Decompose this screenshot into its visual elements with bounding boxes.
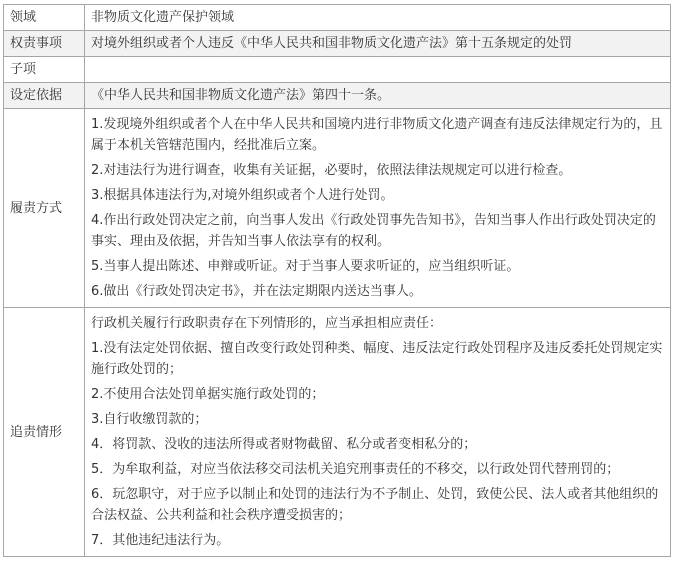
label-matter: 权责事项 xyxy=(4,31,85,57)
accountability-item: 4．将罚款、没收的违法所得或者财物截留、私分或者变相私分的； xyxy=(91,437,477,452)
method-item: 2.对违法行为进行调查，收集有关证据，必要时，依照法律法规规定可以进行检查。 xyxy=(91,163,572,178)
value-domain: 非物质文化遗产保护领域 xyxy=(85,5,671,31)
table-row-basis xyxy=(4,83,671,109)
accountability-item: 1.没有法定处罚依据、擅自改变行政处罚种类、幅度、违反法定行政处罚程序及违反委托处罚规定实施行政处罚的； xyxy=(91,341,663,377)
label-basis: 设定依据 xyxy=(4,83,85,109)
value-basis: 《中华人民共和国非物质文化遗产法》第四十一条。 xyxy=(85,83,671,109)
accountability-item: 行政机关履行行政职责存在下列情形的，应当承担相应责任： xyxy=(91,316,443,331)
method-item: 1.发现境外组织或者个人在中华人民共和国境内进行非物质文化遗产调查有违反法律规定行为的，且属于本机关管辖范围内，经批准后立案。 xyxy=(91,117,663,153)
table-row-method xyxy=(4,109,671,308)
table-row-subitem xyxy=(4,57,671,83)
responsibility-table xyxy=(3,4,671,557)
method-item: 5.当事人提出陈述、申辩或听证。对于当事人要求听证的，应当组织听证。 xyxy=(91,259,520,274)
value-accountability xyxy=(85,308,671,557)
accountability-item: 3.自行收缴罚款的； xyxy=(91,412,208,427)
label-domain: 领域 xyxy=(4,5,85,31)
accountability-item: 7．其他违纪违法行为。 xyxy=(91,533,230,548)
value-method xyxy=(85,109,671,308)
value-subitem xyxy=(85,57,671,83)
accountability-item: 6．玩忽职守，对于应予以制止和处罚的违法行为不予制止、处罚，致使公民、法人或者其他组织的合法权益、公共利益和社会秩序遭受损害的； xyxy=(91,487,659,523)
label-method: 履责方式 xyxy=(4,109,85,308)
label-accountability: 追责情形 xyxy=(4,308,85,557)
label-subitem: 子项 xyxy=(4,57,85,83)
method-item: 4.作出行政处罚决定之前，向当事人发出《行政处罚事先告知书》，告知当事人作出行政处罚决定的事实、理由及依据，并告知当事人依法享有的权利。 xyxy=(91,213,656,249)
table-row-domain xyxy=(4,5,671,31)
value-matter: 对境外组织或者个人违反《中华人民共和国非物质文化遗产法》第十五条规定的处罚 xyxy=(85,31,671,57)
accountability-item: 2.不使用合法处罚单据实施行政处罚的； xyxy=(91,387,325,402)
method-item: 6.做出《行政处罚决定书》，并在法定期限内送达当事人。 xyxy=(91,284,422,299)
table-row-accountability xyxy=(4,308,671,557)
accountability-item: 5．为牟取利益，对应当依法移交司法机关追究刑事责任的不移交，以行政处罚代替刑罚的； xyxy=(91,462,620,477)
table-row-matter xyxy=(4,31,671,57)
method-item: 3.根据具体违法行为,对境外组织或者个人进行处罚。 xyxy=(91,188,394,203)
